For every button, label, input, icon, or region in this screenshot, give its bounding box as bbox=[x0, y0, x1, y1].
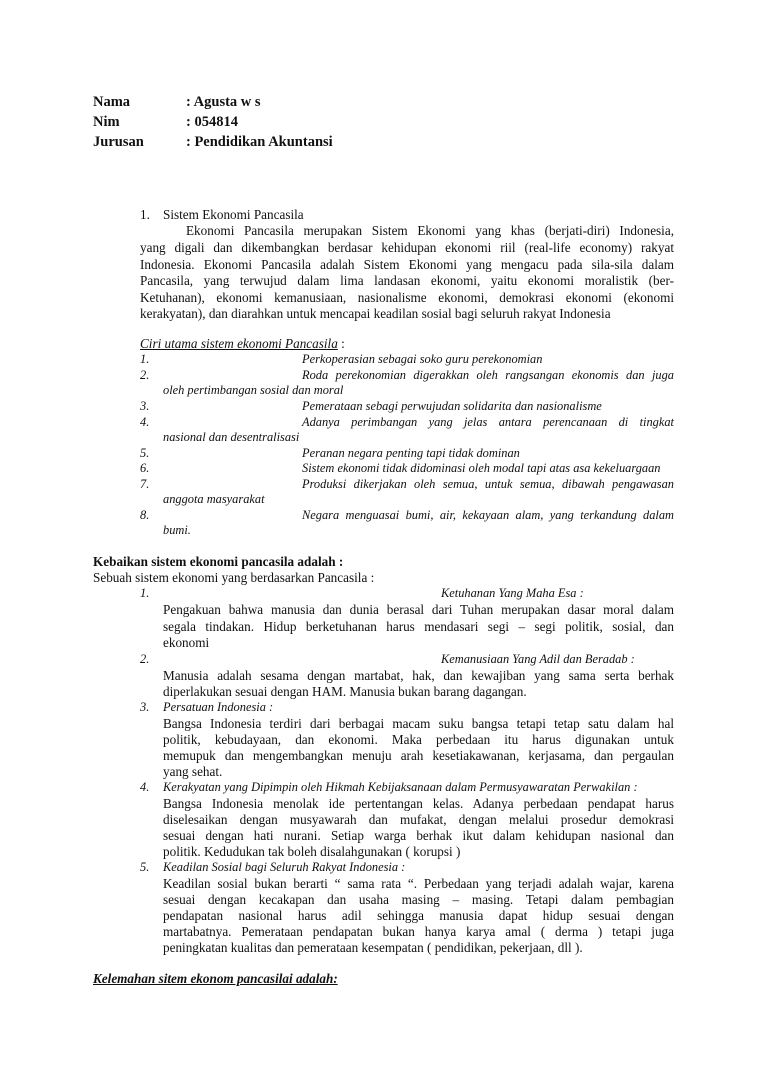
paragraph-line: Pancasila, yang terwujud dalam lima landasan ekonomi, yaitu ekonomi moralistik (ber- bbox=[140, 273, 674, 288]
paragraph-line: kerakyatan), dan diarahkan untuk mencapai keadilan sosial bagi seluruh rakyat Indonesia bbox=[140, 306, 611, 321]
ciri-num: 3. bbox=[140, 399, 150, 413]
kebaikan-num: 2. bbox=[140, 652, 150, 666]
kebaikan-line: Pengakuan bahwa manusia dan dunia berasal dari Tuhan merupakan dasar moral dalam bbox=[163, 602, 674, 617]
kebaikan-line: Bangsa Indonesia menolak ide pertentangan kelas. Adanya perbedaan pendapat harus bbox=[163, 796, 674, 811]
kebaikan-line: Keadilan sosial bukan berarti “ sama rata “. Perbedaan yang terjadi adalah wajar, karena bbox=[163, 876, 674, 891]
value-jurusan: : Pendidikan Akuntansi bbox=[186, 134, 333, 150]
kebaikan-line: memupuk dan mengembangkan menuju arah kesetiakawanan, kerjasama, dan pergaulan bbox=[163, 748, 674, 763]
paragraph-line: Ketuhanan), ekonomi kemanusiaan, nasionalisme ekonomi, demokrasi ekonomi (ekonomi bbox=[140, 290, 674, 305]
ciri-num: 7. bbox=[140, 477, 150, 491]
ciri-text-cont: oleh pertimbangan sosial dan moral bbox=[163, 383, 344, 397]
section-number: 1. bbox=[140, 207, 150, 222]
ciri-num: 5. bbox=[140, 446, 150, 460]
ciri-text: Roda perekonomian digerakkan oleh rangsangan ekonomis dan juga bbox=[302, 368, 674, 382]
kebaikan-num: 1. bbox=[140, 586, 150, 600]
kebaikan-line: politik, kebudayaan, dan ekonomi. Maka perbedaan itu harus digunakan untuk bbox=[163, 732, 674, 747]
label-nim: Nim bbox=[93, 114, 120, 130]
ciri-text: Peranan negara penting tapi tidak dominan bbox=[302, 446, 520, 460]
kebaikan-title: Kerakyatan yang Dipimpin oleh Hikmah Kebijaksanaan dalam Permusyawaratan Perwakilan : bbox=[163, 780, 638, 794]
ciri-text: Pemerataan sebagi perwujudan solidarita dan nasionalisme bbox=[302, 399, 602, 413]
ciri-num: 4. bbox=[140, 415, 150, 429]
kebaikan-line: politik. Kedudukan tak boleh disalahgunakan ( korupsi ) bbox=[163, 844, 461, 859]
label-nama: Nama bbox=[93, 94, 131, 110]
paragraph-line: Ekonomi Pancasila merupakan Sistem Ekonomi yang khas (berjati-diri) Indonesia, bbox=[186, 223, 674, 238]
ciri-text: Adanya perimbangan yang jelas antara perencanaan di tingkat bbox=[302, 415, 674, 429]
value-nama: : Agusta w s bbox=[186, 94, 261, 110]
ciri-text-cont: anggota masyarakat bbox=[163, 492, 265, 506]
kebaikan-title: Keadilan Sosial bagi Seluruh Rakyat Indonesia : bbox=[163, 860, 406, 874]
section-title: Sistem Ekonomi Pancasila bbox=[163, 207, 304, 222]
kebaikan-num: 5. bbox=[140, 860, 150, 874]
kebaikan-line: sesuai dengan hati nurani. Setiap warga berhak ikut dalam kehidupan nasional dan bbox=[163, 828, 674, 843]
ciri-num: 2. bbox=[140, 368, 150, 382]
kebaikan-line: diselesaikan dengan musyawarah dan mufakat, dengan melalui prosedur demokrasi bbox=[163, 812, 674, 827]
kebaikan-line: Manusia adalah sesama dengan martabat, hak, dan kewajiban yang sama serta berhak bbox=[163, 668, 674, 683]
kebaikan-line: yang sehat. bbox=[163, 764, 223, 779]
kebaikan-line: pendapatan nasional harus adil sehingga manusia dapat hidup sesuai dengan bbox=[163, 908, 674, 923]
ciri-heading bbox=[140, 336, 345, 353]
kebaikan-title: Kemanusiaan Yang Adil dan Beradab : bbox=[441, 652, 635, 666]
ciri-num: 1. bbox=[140, 352, 150, 366]
ciri-text: Produksi dikerjakan oleh semua, untuk semua, dibawah pengawasan bbox=[302, 477, 674, 491]
kebaikan-line: diperlakukan sesuai dengan HAM. Manusia bukan barang dagangan. bbox=[163, 684, 527, 699]
kebaikan-heading: Kebaikan sistem ekonomi pancasila adalah : bbox=[93, 554, 344, 569]
ciri-num: 8. bbox=[140, 508, 150, 522]
kebaikan-line: segala tindakan. Hidup berketuhanan harus mendasari segi – segi politik, sosial, dan bbox=[163, 619, 674, 634]
kelemahan-heading: Kelemahan sitem ekonom pancasilai adalah: bbox=[93, 971, 338, 986]
ciri-text: Negara menguasai bumi, air, kekayaan alam, yang terkandung dalam bbox=[302, 508, 674, 522]
ciri-heading-text: Ciri utama sistem ekonomi Pancasila bbox=[140, 336, 338, 351]
ciri-num: 6. bbox=[140, 461, 150, 475]
kebaikan-line: peningkatan kualitas dan pemerataan kesempatan ( pendidikan, pekerjaan, dll ). bbox=[163, 940, 583, 955]
ciri-text: Sistem ekonomi tidak didominasi oleh modal tapi atas asa kekeluargaan bbox=[302, 461, 661, 475]
value-nim: : 054814 bbox=[186, 114, 238, 130]
ciri-text: Perkoperasian sebagai soko guru perekonomian bbox=[302, 352, 543, 366]
paragraph-line: Indonesia. Ekonomi Pancasila adalah Sistem Ekonomi yang mengacu pada sila-sila dalam bbox=[140, 257, 674, 272]
ciri-heading-suffix: : bbox=[337, 336, 345, 351]
kebaikan-num: 3. bbox=[140, 700, 150, 714]
kebaikan-line: Bangsa Indonesia terdiri dari berbagai macam suku bangsa tetapi tetap satu dalam hal bbox=[163, 716, 674, 731]
kebaikan-title: Ketuhanan Yang Maha Esa : bbox=[441, 586, 584, 600]
kebaikan-num: 4. bbox=[140, 780, 150, 794]
kebaikan-line: sesuai dengan kecakapan dan usaha masing – masing. Tetapi dalam pembagian bbox=[163, 892, 674, 907]
ciri-text-cont: bumi. bbox=[163, 523, 191, 537]
label-jurusan: Jurusan bbox=[93, 134, 144, 150]
kebaikan-line: martabatnya. Pemerataan pendapatan bukan hanya karya amal ( derma ) tetapi juga bbox=[163, 924, 674, 939]
ciri-text-cont: nasional dan desentralisasi bbox=[163, 430, 300, 444]
kebaikan-line: ekonomi bbox=[163, 635, 210, 650]
kebaikan-title: Persatuan Indonesia : bbox=[163, 700, 274, 714]
paragraph-line: yang digali dan dikembangkan berdasar kehidupan ekonomi riil (real-life economy) rakyat bbox=[140, 240, 674, 255]
kebaikan-intro: Sebuah sistem ekonomi yang berdasarkan Pancasila : bbox=[93, 570, 375, 585]
